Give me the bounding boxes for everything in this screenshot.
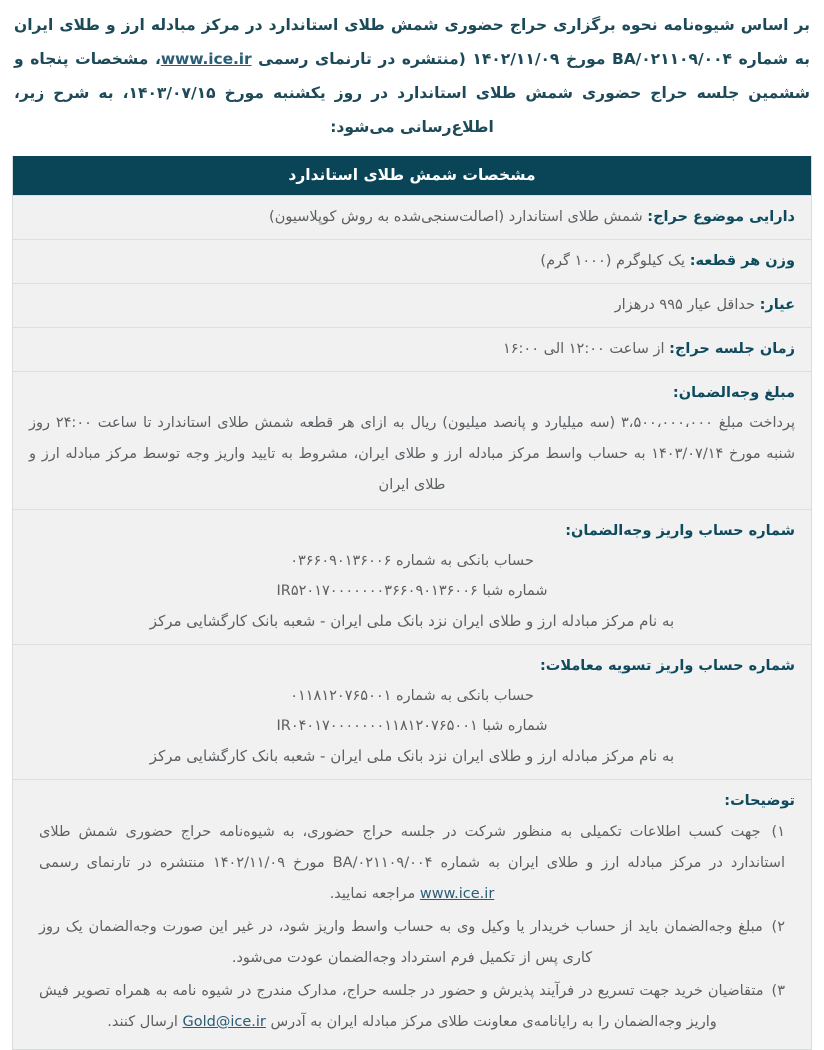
note-marker: ۱) <box>771 824 786 840</box>
row-label-session-time: زمان جلسه حراج: <box>669 341 795 357</box>
table-row <box>13 195 811 239</box>
settlement-account-holder: به نام مرکز مبادله ارز و طلای ایران نزد بانک ملی ایران - شعبه بانک کارگشایی مرکز <box>149 747 675 765</box>
intro-text-part2: مورخ ۱۴۰۲/۱۱/۰۹ (منتشره در تارنمای رسمی <box>258 50 606 68</box>
deposit-account-number: حساب بانکی به شماره ۰۳۶۶۰۹۰۱۳۶۰۰۶ <box>290 553 534 569</box>
note-marker: ۲) <box>771 919 785 935</box>
notes-title: توضیحات: <box>724 793 795 809</box>
deposit-iban-value: IR۵۲۰۱۷۰۰۰۰۰۰۰۳۶۶۰۹۰۱۳۶۰۰۶ <box>276 583 478 599</box>
table-row-deposit-account <box>13 509 811 644</box>
settlement-account-iban <box>29 711 795 741</box>
deposit-account-iban <box>29 576 795 606</box>
intro-text-part3: ، مشخصات پنجاه و ششمین جلسه حراج حضوری شمش طلای استاندارد در روز یکشنبه مورخ ۱۴۰۳/۰۷/۱۵، به شرح زیر، اطلاع‌رسانی می‌شود: <box>14 50 810 136</box>
table-row <box>13 283 811 327</box>
note-item <box>29 975 795 1039</box>
settlement-account-title: شماره حساب واریز تسویه معاملات: <box>539 658 795 674</box>
note-item <box>29 816 795 911</box>
deposit-iban-label: شماره شبا <box>482 583 548 599</box>
row-label-purity: عیار: <box>759 297 795 313</box>
note-text: جهت کسب اطلاعات تکمیلی به منظور شرکت در جلسه حراج حضوری، به شیوه‌نامه حراج حضوری شمش طلای استاندارد در مرکز مبادله ارز و طلای ایران به شماره BA/۰۲۱۱۰۹/۰۰۴ مورخ ۱۴۰۲/۱۱/۰۹ منتشره در تارنمای رسمی <box>39 824 785 871</box>
row-label-weight: وزن هر قطعه: <box>689 253 795 269</box>
settlement-account-number: حساب بانکی به شماره ۰۱۱۸۱۲۰۷۶۵۰۰۱ <box>290 688 534 704</box>
deposit-account-holder: به نام مرکز مبادله ارز و طلای ایران نزد بانک ملی ایران - شعبه بانک کارگشایی مرکز <box>149 612 675 630</box>
note-text: مبلغ وجه‌الضمان باید از حساب خریدار یا وکیل وی به حساب واسط واریز شود، در غیر این صورت وجه‌الضمان یک روز کاری پس از تکمیل فرم استرداد وجه‌الضمان عودت می‌شود. <box>39 919 763 966</box>
table-row-notes <box>13 779 811 1049</box>
deposit-amount-body: پرداخت مبلغ ۳،۵۰۰،۰۰۰،۰۰۰ (سه میلیارد و پانصد میلیون) ریال به ازای هر قطعه شمش طلای استاندارد تا ساعت ۲۴:۰۰ روز شنبه مورخ ۱۴۰۳/۰۷/۱۴ به حساب واسط مرکز مبادله ارز و طلای ایران، مشروط به تایید واریز وجه توسط مرکز مبادله ارز و طلای ایران <box>29 415 795 493</box>
note-item <box>29 911 795 975</box>
table-row-settlement-account <box>13 644 811 779</box>
row-label-asset: دارایی موضوع حراج: <box>647 209 795 225</box>
ice-website-link[interactable]: www.ice.ir <box>160 50 252 68</box>
settlement-iban-label: شماره شبا <box>482 718 548 734</box>
table-header-title: مشخصات شمش طلای استاندارد <box>13 156 811 195</box>
intro-paragraph <box>0 0 824 150</box>
intro-doc-number: BA/۰۲۱۱۰۹/۰۰۴ <box>612 50 733 68</box>
intro-text-part1: بر اساس شیوه‌نامه نحوه برگزاری حراج حضوری شمش طلای استاندارد در مرکز مبادله ارز و طلای ایران به شماره <box>14 16 810 68</box>
deposit-amount-title: مبلغ وجه‌الضمان: <box>672 385 795 401</box>
table-row-deposit-amount <box>13 371 811 509</box>
table-row <box>13 239 811 283</box>
note-text-after: ارسال کنند. <box>107 1014 178 1030</box>
row-value-weight: یک کیلوگرم (۱۰۰۰ گرم) <box>540 253 686 269</box>
note-link-gold-email[interactable]: Gold@ice.ir <box>182 1014 266 1030</box>
note-link-ice-website[interactable]: www.ice.ir <box>419 886 495 902</box>
settlement-iban-value: IR۰۴۰۱۷۰۰۰۰۰۰۰۱۱۸۱۲۰۷۶۵۰۰۱ <box>276 718 478 734</box>
gold-bullion-spec-table <box>12 156 812 1050</box>
row-value-session-time: از ساعت ۱۲:۰۰ الی ۱۶:۰۰ <box>502 341 665 357</box>
row-value-purity: حداقل عیار ۹۹۵ درهزار <box>614 297 755 313</box>
table-row <box>13 327 811 371</box>
note-marker: ۳) <box>771 983 785 999</box>
note-text-after: مراجعه نمایید. <box>329 886 416 902</box>
note-text: متقاضیان خرید جهت تسریع در فرآیند پذیرش و حضور در جلسه حراج، مدارک مندرج در شیوه نامه به همراه تصویر فیش واریز وجه‌الضمان را به رایانامه‌ی معاونت طلای مرکز مبادله ایران به آدرس <box>39 983 764 1030</box>
row-value-asset: شمش طلای استاندارد (اصالت‌سنجی‌شده به روش کوپلاسیون) <box>269 209 643 225</box>
deposit-account-title: شماره حساب واریز وجه‌الضمان: <box>565 523 795 539</box>
